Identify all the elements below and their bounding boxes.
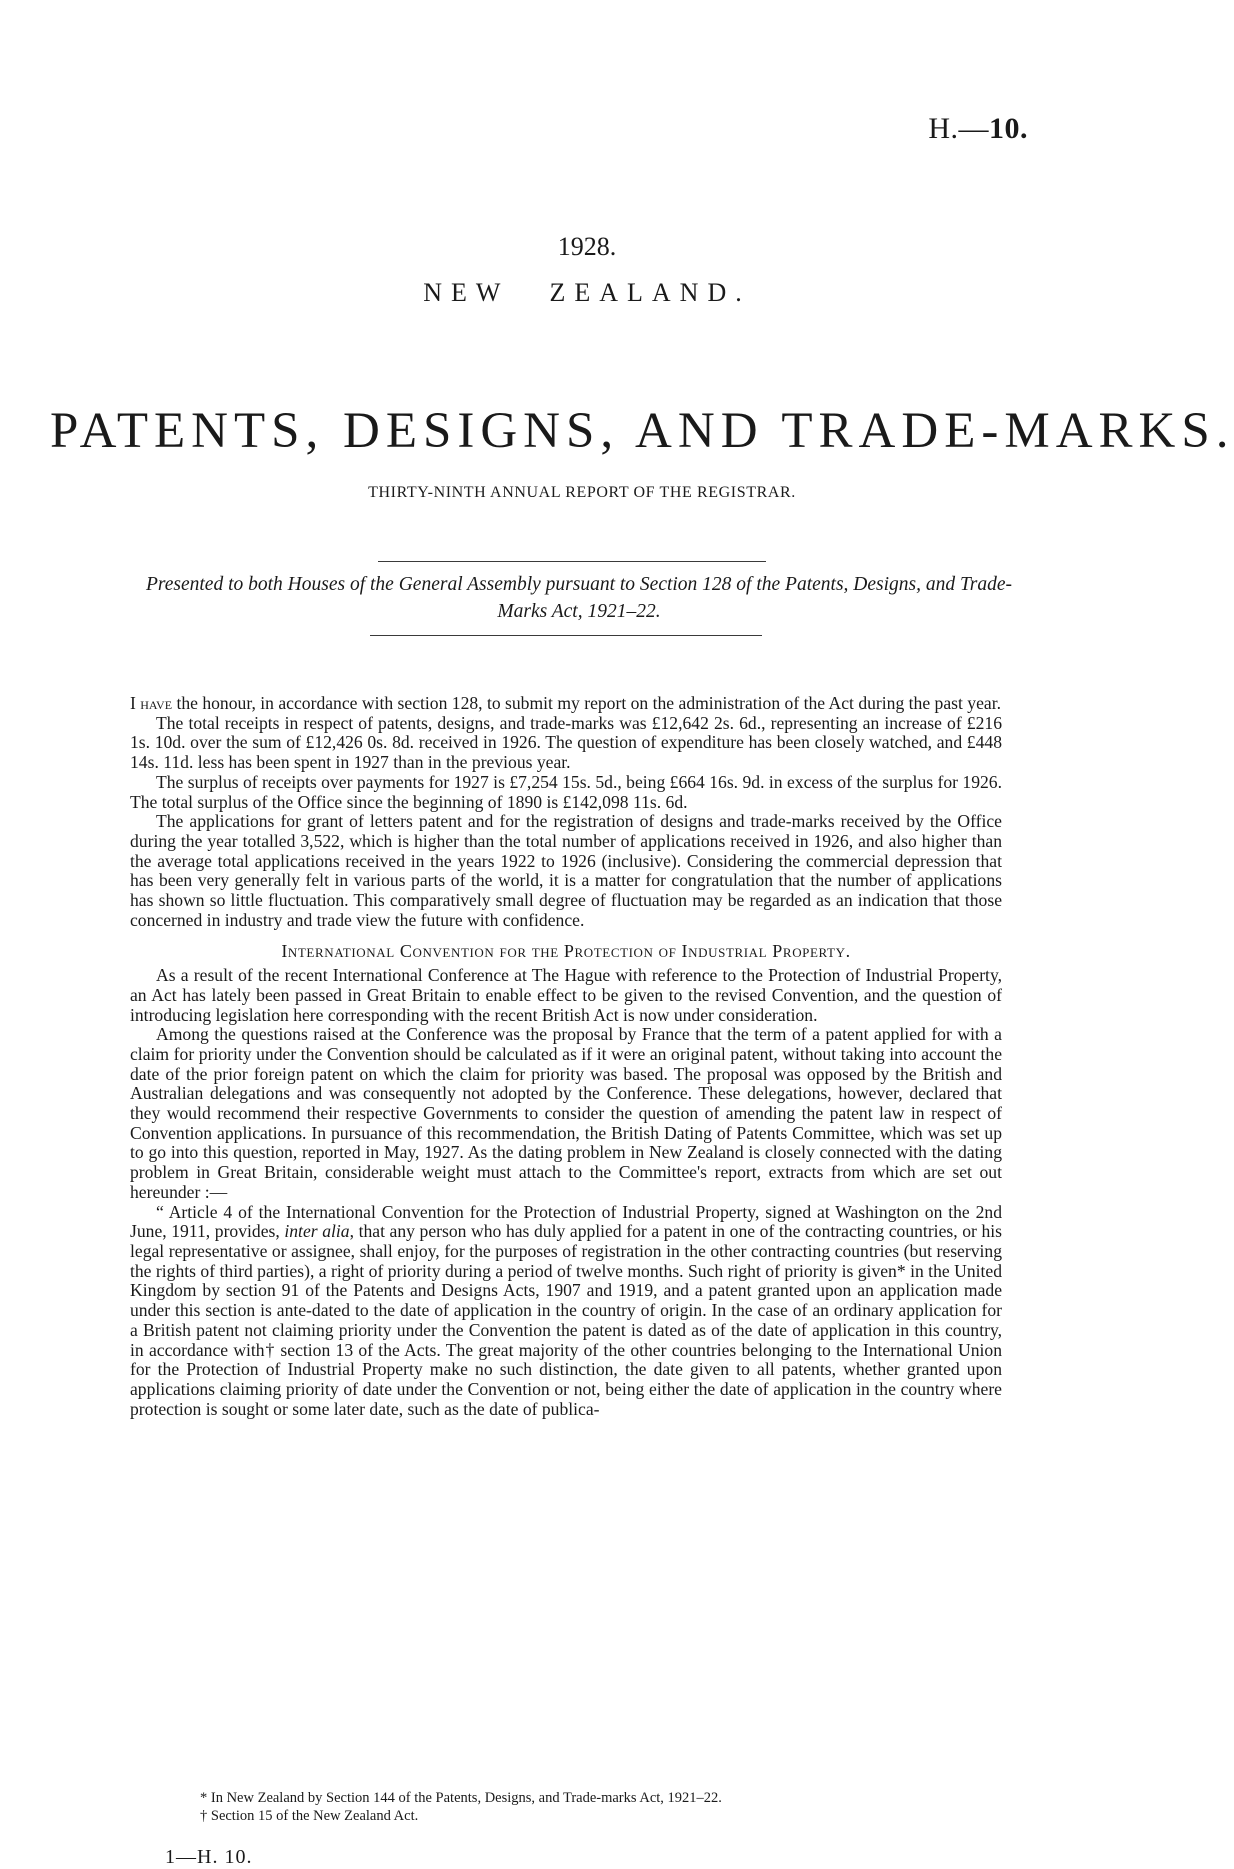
country-word-2: ZEALAND. [549,278,751,307]
footnote-1: * In New Zealand by Section 144 of the Patents, Designs, and Trade-marks Act, 1921–22. [200,1790,722,1806]
page-reference [928,112,1028,146]
footnote-2: † Section 15 of the New Zealand Act. [200,1808,419,1824]
paragraph-conference: Among the questions raised at the Conference was the proposal by France that the term of a patent applied for with a claim for priority under the Convention should be calculated as if it were an original patent, without taking into account the date of the prior foreign patent on which the claim for priority was based. The proposal was opposed by the British and Australian delegations and was consequently not adopted by the Conference. These delegations, however, declared that they would recommend their respective Governments to consider the question of amending the patent law in respect of Convention applications. In pursuance of this recommendation, the British Dating of Patents Committee, which was set up to go into this question, reported in May, 1927. As the dating problem in New Zealand is closely connected with the dating problem in Great Britain, considerable weight must attach to the Committee's report, extracts from which are set out hereunder :— [130,1024,1002,1202]
presented-note: Presented to both Houses of the General Assembly pursuant to Section 128 of the Patents, Designs, and Trade-Marks Act, 1921–22. [145,574,1013,622]
quote-part-a: “ Article 4 of the International Convention for the Protection of Industrial Property, signed at Washington on the 2nd June, 1911, provides, [130,1201,1002,1242]
country-word-1: NEW [423,278,510,307]
report-subtitle: THIRTY-NINTH ANNUAL REPORT OF THE REGISTRAR. [368,484,796,501]
main-title: PATENTS, DESIGNS, AND TRADE-MARKS. [50,403,1234,459]
country-heading [0,278,1114,308]
page-mark: 1—H. 10. [165,1846,253,1868]
paragraph-intro-lead: I have [130,693,173,713]
divider-rule-top [378,561,766,562]
page-ref-prefix: H.— [928,112,989,145]
paragraph-convention: As a result of the recent International Conference at The Hague with reference to the Protection of Industrial Property, an Act has lately been passed in Great Britain to enable effect to be given to the revised Convention, and the question of introducing legislation here corresponding with the recent British Act is now under consideration. [130,965,1002,1025]
paragraph-applications: The applications for grant of letters patent and for the registration of designs and trade-marks received by the Office during the year totalled 3,522, which is higher than the total number of applications received in 1926, and also higher than the average total applications received in the years 1922 to 1926 (inclusive). Considering the commercial depression that has been very generally felt in various parts of the world, it is a matter for congratulation that the number of applications has shown so little fluctuation. This comparatively small degree of fluctuation may be regarded as an indication that those concerned in industry and trade view the future with confidence. [130,811,1002,930]
paragraph-surplus: The surplus of receipts over payments for 1927 is £7,254 15s. 5d., being £664 16s. 9d. in excess of the surplus for 1926. The total surplus of the Office since the beginning of 1890 is £142,098 11s. 6d. [130,771,1002,812]
section-heading: International Convention for the Protection of Industrial Property. [281,941,851,962]
quote-part-b: , that any person who has duly applied for a patent in one of the contracting countries, or his legal representative or assignee, shall enjoy, for the purposes of registration in the other contracting countries (but reserving the rights of third parties), a right of priority during a period of twelve months. Such right of priority is given* in the United Kingdom by section 91 of the Patents and Designs Acts, 1907 and 1919, and a patent granted upon an application made under this section is ante-dated to the date of application in the country of origin. In the case of an ordinary application for a British patent not claiming priority under the Convention the patent is dated as of the date of application in this country, in accordance with† section 13 of the Acts. The great majority of the other countries belonging to the International Union for the Protection of Industrial Property make no such distinction, the date given to all patents, whether granted upon applications claiming priority of date under the Convention or not, being either the date of application in the country where protection is sought or some later date, such as the date of publica- [130,1221,1003,1419]
paragraph-intro [130,694,1002,714]
paragraph-receipts: The total receipts in respect of patents, designs, and trade-marks was £12,642 2s. 6d., representing an increase of £216 1s. 10d. over the sum of £12,426 0s. 8d. received in 1926. The question of expenditure has been closely watched, and £448 14s. 11d. less has been spent in 1927 than in the previous year. [130,712,1002,773]
report-year: 1928. [557,232,617,261]
paragraph-intro-rest: the honour, in accordance with section 128, to submit my report on the administration of the Act during the past year. [172,693,1001,713]
paragraph-article-quote [130,1203,1002,1420]
footnotes [200,1789,1000,1825]
report-body [130,694,1002,1419]
divider-rule-bottom [370,635,762,636]
page-ref-number: 10. [989,112,1028,145]
quote-italic: inter alia [284,1221,350,1242]
